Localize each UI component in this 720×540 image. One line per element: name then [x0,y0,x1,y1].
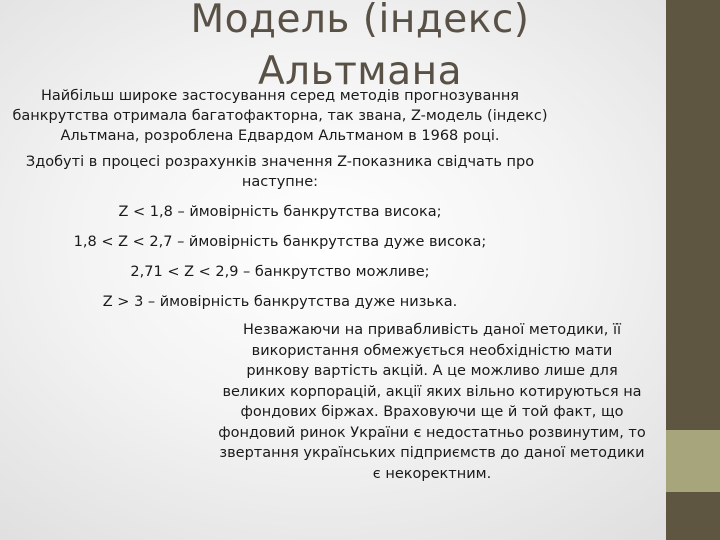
range-item: 2,71 < Z < 2,9 – банкрутство можливе; [130,264,430,280]
range-item: Z > 3 – ймовірність банкрутства дуже низька. [102,294,458,310]
side-accent-block [666,430,720,492]
range-item: Z < 1,8 – ймовірність банкрутства висока; [118,204,442,220]
conclusion-block [218,320,646,484]
definition-block [10,86,550,312]
range-item: 1,8 < Z < 2,7 – ймовірність банкрутства дуже висока; [73,234,487,250]
conclusion-paragraph: Незважаючи на привабливість даної методики, її використання обмежується необхідністю мати ринкову вартість акцій. А це можливо лише для великих корпорацій, акції яких вільно котируються на фондових біржах. Враховуючи ще й той факт, що фондовий ринок України є недостатньо розвинутим, то звертання українських підприємств до даної методики є некоректним. [218,322,646,482]
results-intro-paragraph: Здобуті в процесі розрахунків значення Z-показника свідчать про наступне: [25,154,535,190]
slide-title: Модель (індекс) Альтмана [190,0,530,94]
intro-paragraph: Найбільш широке застосування серед методів прогнозування банкрутства отримала багатофакторна, так звана, Z-модель (індекс) Альтмана, розроблена Едвардом Альтманом в 1968 році. [12,88,548,144]
